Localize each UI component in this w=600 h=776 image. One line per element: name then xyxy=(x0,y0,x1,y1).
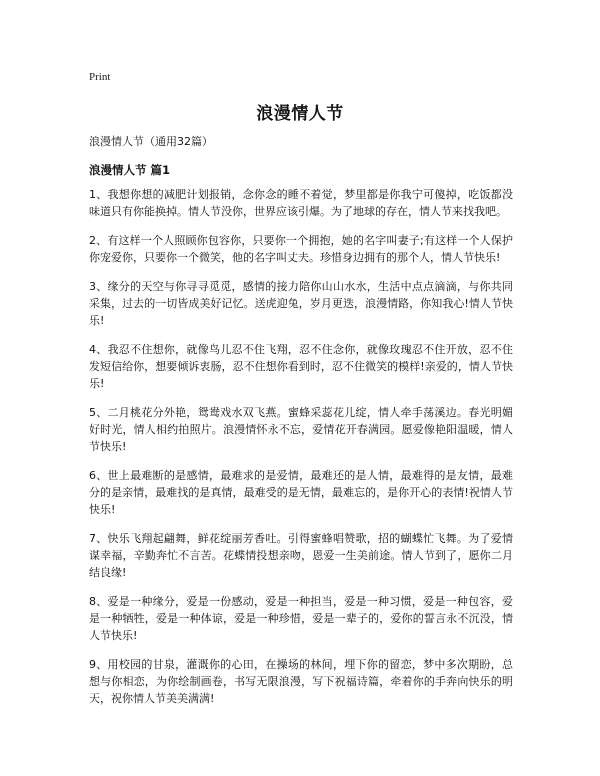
page-title: 浪漫情人节 xyxy=(256,104,344,124)
paragraph-9: 9、用校园的甘泉，灌溉你的心田，在操场的林间，埋下你的留恋，梦中多次期盼，总想与你相恋，为你绘制画卷，书写无限浪漫，写下祝福诗篇，牵着你的手奔向快乐的明天，祝你情人节美美满满! xyxy=(89,658,513,705)
paragraph-2: 2、有这样一个人照顾你包容你，只要你一个拥抱，她的名字叫妻子;有这样一个人保护你宠爱你，只要你一个微笑，他的名字叫丈夫。珍惜身边拥有的那个人，情人节快乐! xyxy=(89,234,513,264)
paragraph-4: 4、我忍不住想你，就像鸟儿忍不住飞翔，忍不住念你，就像玫瑰忍不住开放，忍不住发短信给你，想要倾诉衷肠，忍不住想你看到时，忍不住微笑的模样!亲爱的，情人节快乐! xyxy=(89,343,513,390)
document-subtitle: 浪漫情人节（通用32篇） xyxy=(89,135,213,148)
paragraph-6: 6、世上最难断的是感情，最难求的是爱情，最难还的是人情，最难得的是友情，最难分的是亲情，最难找的是真情，最难受的是无情，最难忘的，是你开心的表情!祝情人节快乐! xyxy=(89,469,513,516)
paragraph-1: 1、我想你想的减肥计划报销，念你念的睡不着觉，梦里都是你我宁可傻掉，吃饭都没味道只有你能换掉。情人节没你，世界应该引爆。为了地球的存在，情人节来找我吧。 xyxy=(89,188,513,218)
paragraph-3: 3、缘分的天空与你寻寻觅觅，感情的接力陪你山山水水，生活中点点滴滴，与你共同采集，过去的一切皆成美好记忆。送虎迎兔，岁月更迭，浪漫情路，你知我心!情人节快乐! xyxy=(89,280,513,327)
section-heading: 浪漫情人节 篇1 xyxy=(89,163,171,177)
paragraph-8: 8、爱是一种缘分，爱是一份感动，爱是一种担当，爱是一种习惯，爱是一种包容，爱是一种牺牲，爱是一种体谅，爱是一种珍惜，爱是一辈子的，爱你的誓言永不沉没，情人节快乐! xyxy=(89,595,513,642)
paragraph-list xyxy=(89,186,513,719)
paragraph-7: 7、快乐飞翔起翩舞，鲜花绽丽芳香吐。引得蜜蜂唱赞歌，招的蝴蝶忙飞舞。为了爱情谋幸福，辛勤奔忙不言苦。花蝶情投想亲吻，恩爱一生美前途。情人节到了，愿你二月结良缘! xyxy=(89,532,513,579)
paragraph-5: 5、二月桃花分外艳，鸳鸯戏水双飞燕。蜜蜂采蕊花儿绽，情人牵手荡溪边。春光明媚好时光，情人相约拍照片。浪漫情怀永不忘，爱情花开春满园。愿爱像艳阳温暖，情人节快乐! xyxy=(89,406,513,453)
print-link[interactable]: Print xyxy=(89,71,111,83)
